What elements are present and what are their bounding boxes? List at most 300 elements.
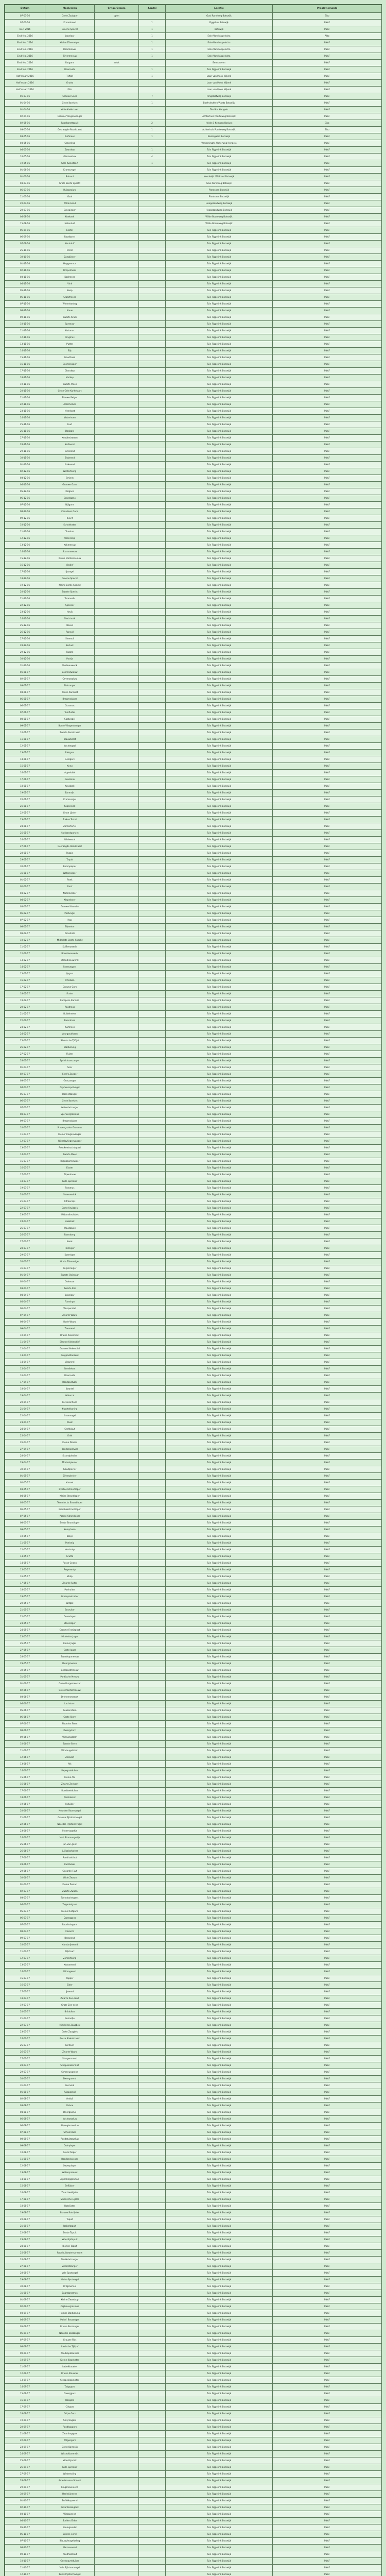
table-row <box>5 2203 382 2210</box>
cell-opponent: Zwarte Ooievaar <box>45 1272 95 1279</box>
cell-competition <box>95 1326 139 1332</box>
cell-section: 7 <box>139 93 166 100</box>
cell-location: Tuin Figgelink Botswijk <box>166 1044 273 1051</box>
cell-result: PNAF <box>273 1299 382 1306</box>
cell-competition <box>95 2183 139 2190</box>
cell-opponent: Ooievaar <box>45 1279 95 1285</box>
cell-section <box>139 803 166 810</box>
cell-result: PNAF <box>273 1265 382 1272</box>
cell-result: PNAF <box>273 1768 382 1774</box>
cell-competition <box>95 522 139 529</box>
cell-competition <box>95 1439 139 1446</box>
cell-opponent: Steppekiekendief <box>45 2062 95 2069</box>
cell-section: 1 <box>139 127 166 133</box>
cell-competition <box>95 2056 139 2062</box>
cell-opponent: Zwarte Mees <box>45 381 95 388</box>
cell-section <box>139 287 166 294</box>
cell-result: PNAF <box>273 2163 382 2170</box>
cell-date: Eind feb. 2016 <box>5 46 45 53</box>
cell-result: PNAF <box>273 1339 382 1346</box>
cell-date: 02-05-16 <box>5 120 45 127</box>
cell-competition <box>95 1084 139 1091</box>
cell-competition <box>95 80 139 87</box>
cell-section <box>139 2377 166 2384</box>
cell-date: 05-11-16 <box>5 287 45 294</box>
cell-opponent: Zeekoet <box>45 1754 95 1761</box>
table-row <box>5 863 382 870</box>
table-row <box>5 421 382 428</box>
cell-result: PNAF <box>273 1500 382 1506</box>
cell-opponent: Geoorde Fuut <box>45 1868 95 1875</box>
cell-location: Tuin Figgelink Botswijk <box>166 388 273 395</box>
cell-opponent: Kwartel <box>45 1386 95 1393</box>
cell-competition <box>95 2002 139 2009</box>
cell-result: PNAF <box>273 287 382 294</box>
cell-competition <box>95 529 139 535</box>
cell-competition <box>95 428 139 435</box>
cell-result: PNAF <box>273 1660 382 1667</box>
table-row <box>5 1654 382 1660</box>
cell-location: Tuin Figgelink Botswijk <box>166 609 273 616</box>
cell-section <box>139 475 166 482</box>
cell-competition <box>95 2357 139 2364</box>
cell-opponent: Grote Pieper <box>45 2149 95 2156</box>
cell-section: 2 <box>139 120 166 127</box>
cell-opponent: Dwergmeeuw <box>45 1660 95 1667</box>
cell-date: 07-03-16 <box>5 13 45 20</box>
cell-opponent: Raaf <box>45 884 95 890</box>
cell-competition <box>95 2444 139 2451</box>
cell-opponent: Topper <box>45 1975 95 1982</box>
cell-location: Tuin Figgelink Botswijk <box>166 314 273 321</box>
cell-opponent: Slangenarend <box>45 2056 95 2062</box>
cell-competition <box>95 1533 139 1540</box>
cell-location: Tuin Figgelink Botswijk <box>166 1667 273 1674</box>
cell-location: Tuin Figgelink Botswijk <box>166 2504 273 2511</box>
cell-date: 02-11-16 <box>5 267 45 274</box>
cell-section <box>139 1560 166 1567</box>
cell-opponent: Kleine Zilverreiger <box>45 40 95 46</box>
cell-date: 01-03-16 <box>5 93 45 100</box>
cell-opponent: Wintertaling <box>45 468 95 475</box>
cell-competition <box>95 2558 139 2565</box>
cell-section <box>139 850 166 857</box>
table-row <box>5 1513 382 1520</box>
cell-competition <box>95 1520 139 1527</box>
cell-result: PNAF <box>273 1694 382 1701</box>
cell-opponent: Witgat <box>45 1600 95 1607</box>
cell-date: 20-11-16 <box>5 388 45 395</box>
cell-location: Tuin Figgelink Botswijk <box>166 1895 273 1902</box>
cell-section <box>139 569 166 575</box>
cell-result: PNAF <box>273 2511 382 2518</box>
cell-date: 22-07-17 <box>5 2022 45 2029</box>
cell-opponent: Roodkeelduiker <box>45 1788 95 1794</box>
cell-section <box>139 1064 166 1071</box>
cell-opponent: Zwarte Ruiter <box>45 1580 95 1587</box>
cell-result: PNAF <box>273 2170 382 2176</box>
cell-section <box>139 60 166 66</box>
cell-result: PNAF <box>273 1366 382 1372</box>
cell-result: PNAF <box>273 964 382 971</box>
cell-location: Tuin Figgelink Botswijk <box>166 542 273 549</box>
cell-competition <box>95 1587 139 1594</box>
cell-date: 01-05-17 <box>5 1473 45 1480</box>
table-row <box>5 1192 382 1198</box>
cell-opponent: Lepelaar <box>45 1292 95 1299</box>
cell-location: Tuin Figgelink Botswijk <box>166 2029 273 2036</box>
cell-location: Tuin Figgelink Botswijk <box>166 2524 273 2531</box>
cell-result: PNAF <box>273 1486 382 1493</box>
cell-result: PNAF <box>273 2417 382 2424</box>
table-row <box>5 1105 382 1111</box>
cell-date: 29-06-17 <box>5 1868 45 1875</box>
cell-location: Tuin Figgelink Botswijk <box>166 930 273 937</box>
table-row <box>5 529 382 535</box>
cell-result: PNAF <box>273 1674 382 1681</box>
cell-opponent: Roodborsttapuit <box>45 120 95 127</box>
cell-result: PNAF <box>273 2290 382 2297</box>
cell-opponent: Steenuil <box>45 636 95 642</box>
cell-date: 28-08-17 <box>5 2270 45 2277</box>
cell-location: Tuin Figgelink Botswijk <box>166 2270 273 2277</box>
cell-opponent: Krombekstrandloper <box>45 1506 95 1513</box>
cell-opponent: Kolgans <box>45 488 95 495</box>
cell-date: 02-08-17 <box>5 2096 45 2103</box>
cell-date: 12-09-17 <box>5 2370 45 2377</box>
cell-location: Tuin Figgelink Botswijk <box>166 354 273 361</box>
table-row <box>5 2076 382 2082</box>
cell-section <box>139 1460 166 1466</box>
cell-date: 15-02-17 <box>5 971 45 977</box>
table-row <box>5 1573 382 1580</box>
cell-date: 16-03-17 <box>5 1165 45 1172</box>
cell-date: 27-05-17 <box>5 1647 45 1654</box>
cell-date: 05-08-17 <box>5 2116 45 2123</box>
cell-result: PNAF <box>273 730 382 736</box>
cell-competition <box>95 234 139 241</box>
cell-result: PNAF <box>273 2538 382 2545</box>
cell-date: 09-03-17 <box>5 1118 45 1125</box>
cell-location: Tuin Figgelink Botswijk <box>166 1192 273 1198</box>
cell-competition <box>95 1928 139 1935</box>
cell-location: Tuin Figgelink Botswijk <box>166 2123 273 2129</box>
table-row <box>5 1433 382 1439</box>
cell-location: Tuin Figgelink Botswijk <box>166 642 273 649</box>
cell-opponent: IJsvogel <box>45 569 95 575</box>
cell-location: Tuin Figgelink Botswijk <box>166 1955 273 1962</box>
cell-date: 19-03-17 <box>5 1185 45 1192</box>
cell-location: Tuin Figgelink Botswijk <box>166 890 273 897</box>
table-row <box>5 113 382 120</box>
cell-opponent: Bergeend <box>45 1935 95 1942</box>
table-row <box>5 401 382 408</box>
cell-competition <box>95 2498 139 2504</box>
cell-location: Tuin Figgelink Botswijk <box>166 1560 273 1567</box>
cell-section <box>139 1225 166 1232</box>
cell-result: PNAF <box>273 1480 382 1486</box>
cell-location: Tuin Figgelink Botswijk <box>166 2257 273 2263</box>
cell-opponent: Braamsluiper <box>45 1118 95 1125</box>
cell-competition <box>95 984 139 991</box>
cell-location: Tuin Figgelink Botswijk <box>166 1279 273 1285</box>
cell-section <box>139 2524 166 2531</box>
cell-opponent: Marmereend <box>45 2545 95 2551</box>
cell-section: 1 <box>139 133 166 140</box>
table-row <box>5 1821 382 1828</box>
table-row <box>5 977 382 984</box>
cell-location: Tuin Figgelink Botswijk <box>166 2370 273 2377</box>
cell-location: Tuin Figgelink Botswijk <box>166 1801 273 1808</box>
cell-competition <box>95 361 139 368</box>
cell-competition <box>95 676 139 683</box>
cell-competition <box>95 596 139 602</box>
cell-competition <box>95 1352 139 1359</box>
cell-location: Tuin Figgelink Botswijk <box>166 234 273 241</box>
cell-result: PNAF <box>273 2029 382 2036</box>
cell-opponent: Regenwulp <box>45 1567 95 1573</box>
table-row <box>5 944 382 951</box>
cell-location: Tuin Figgelink Botswijk <box>166 636 273 642</box>
cell-section <box>139 997 166 1004</box>
cell-competition <box>95 1366 139 1372</box>
cell-result: PNAF <box>273 1225 382 1232</box>
cell-date: 12-12-16 <box>5 535 45 542</box>
cell-date: 16-12-16 <box>5 562 45 569</box>
cell-date: 16-04-17 <box>5 1372 45 1379</box>
cell-result: PNAF <box>273 1051 382 1058</box>
cell-competition <box>95 1969 139 1975</box>
cell-opponent: Zilvermeeuw <box>45 53 95 60</box>
cell-competition <box>95 1781 139 1788</box>
cell-date: 25-10-16 <box>5 247 45 254</box>
cell-section <box>139 582 166 589</box>
cell-opponent: Havik <box>45 609 95 616</box>
cell-result: PNAF <box>273 221 382 227</box>
cell-opponent: Citroensijs <box>45 1198 95 1205</box>
cell-date: 11-08-17 <box>5 2156 45 2163</box>
cell-section <box>139 1533 166 1540</box>
cell-opponent: Tapuit <box>45 857 95 863</box>
cell-section <box>139 2498 166 2504</box>
cell-result: PNAF <box>273 207 382 214</box>
cell-date: 30-09-17 <box>5 2491 45 2498</box>
cell-result: PNAF <box>273 850 382 857</box>
cell-opponent: Geelsnavelduiker <box>45 2558 95 2565</box>
cell-date: 01-04-16 <box>5 107 45 113</box>
cell-opponent: Klapekster <box>45 897 95 904</box>
cell-competition <box>95 796 139 803</box>
table-row <box>5 1312 382 1319</box>
cell-date: 02-09-17 <box>5 2303 45 2310</box>
cell-location: Tuin Figgelink Botswijk <box>166 1480 273 1486</box>
cell-section <box>139 2103 166 2109</box>
cell-section <box>139 2243 166 2250</box>
cell-location: Tuin Figgelink Botswijk <box>166 415 273 421</box>
cell-section <box>139 1011 166 1018</box>
cell-date: 31-12-16 <box>5 663 45 669</box>
cell-date: 27-02-17 <box>5 1051 45 1058</box>
cell-result: Eiko <box>273 13 382 20</box>
cell-opponent: Woudaapje <box>45 1225 95 1232</box>
cell-opponent: Kuifmees <box>45 1024 95 1031</box>
cell-opponent: Gierzwaluw <box>45 154 95 160</box>
cell-opponent: Kleine Mantelmeeuw <box>45 555 95 562</box>
cell-date: 24-05-17 <box>5 1627 45 1634</box>
cell-date: 26-07-17 <box>5 2049 45 2056</box>
cell-opponent: Scharrelaar <box>45 2129 95 2136</box>
cell-competition <box>95 308 139 314</box>
cell-date: 08-05-17 <box>5 1520 45 1527</box>
cell-date: Half maart 2016 <box>5 87 45 93</box>
cell-section <box>139 575 166 582</box>
cell-section <box>139 1647 166 1654</box>
cell-date: 20-03-17 <box>5 1192 45 1198</box>
cell-date: 10-04-17 <box>5 1332 45 1339</box>
table-row <box>5 2391 382 2397</box>
cell-section <box>139 328 166 334</box>
table-row <box>5 609 382 616</box>
cell-opponent: Grote Mantelmeeuw <box>45 1687 95 1694</box>
cell-section <box>139 2183 166 2190</box>
cell-location: Tuin Figgelink Botswijk <box>166 509 273 515</box>
cell-opponent: Tjiftjaf <box>45 73 95 80</box>
cell-section <box>139 2478 166 2484</box>
cell-opponent: Beflijster <box>45 2183 95 2190</box>
cell-result: PNAF <box>273 2042 382 2049</box>
cell-location: Tuin Figgelink Botswijk <box>166 1587 273 1594</box>
cell-competition <box>95 2069 139 2076</box>
cell-competition <box>95 2116 139 2123</box>
table-row <box>5 194 382 200</box>
table-row <box>5 2364 382 2370</box>
cell-section <box>139 2009 166 2015</box>
cell-competition <box>95 2411 139 2417</box>
cell-opponent: Spreeuw <box>45 321 95 328</box>
cell-section <box>139 2317 166 2324</box>
cell-section <box>139 348 166 354</box>
cell-location: Tuin Figgelink Botswijk <box>166 1225 273 1232</box>
cell-date: 09-08-17 <box>5 2143 45 2149</box>
cell-competition <box>95 1172 139 1178</box>
cell-opponent: Morinelplevier <box>45 1460 95 1466</box>
cell-location: Tuin Figgelink Botswijk <box>166 395 273 401</box>
cell-result: PNAF <box>273 2109 382 2116</box>
cell-competition <box>95 1701 139 1707</box>
cell-date: 11-09-17 <box>5 2364 45 2370</box>
cell-section <box>139 1279 166 1285</box>
cell-competition <box>95 1567 139 1573</box>
cell-competition <box>95 776 139 783</box>
table-row <box>5 1239 382 1245</box>
cell-competition <box>95 1386 139 1393</box>
table-row <box>5 1553 382 1560</box>
cell-date: 05-07-16 <box>5 187 45 194</box>
cell-date: 25-06-17 <box>5 1841 45 1848</box>
cell-opponent: Jan-van-gent <box>45 1841 95 1848</box>
cell-location: Tuin Figgelink Botswijk <box>166 408 273 415</box>
cell-opponent: Noordse Stormvogel <box>45 1808 95 1815</box>
cell-opponent: Roodkopgors <box>45 2424 95 2431</box>
cell-competition <box>95 2464 139 2471</box>
cell-section: 1 <box>139 46 166 53</box>
cell-location: Tuin Figgelink Botswijk <box>166 1399 273 1406</box>
table-row <box>5 2471 382 2478</box>
cell-section <box>139 1205 166 1212</box>
cell-opponent: Groenling <box>45 140 95 147</box>
cell-section <box>139 2196 166 2203</box>
cell-result: PNAF <box>273 2330 382 2337</box>
cell-opponent: Blauwe Kiekendief <box>45 1339 95 1346</box>
table-row <box>5 904 382 910</box>
cell-date: 01-11-16 <box>5 261 45 267</box>
cell-date: 11-10-17 <box>5 2565 45 2571</box>
cell-location: Tuin Figgelink Botswijk <box>166 1734 273 1741</box>
cell-date: 10-03-17 <box>5 1125 45 1131</box>
cell-opponent: Kleine Karekiet <box>45 689 95 696</box>
cell-result: PNAF <box>273 408 382 415</box>
cell-competition <box>95 555 139 562</box>
cell-section <box>139 381 166 388</box>
cell-competition <box>95 241 139 247</box>
cell-date: 15-12-16 <box>5 555 45 562</box>
cell-opponent: Kuifeend <box>45 442 95 448</box>
cell-location: Tuin Figgelink Botswijk <box>166 910 273 917</box>
table-row <box>5 1707 382 1714</box>
cell-opponent: Strandplevier <box>45 1453 95 1460</box>
cell-opponent: Kleine Bonte Specht <box>45 582 95 589</box>
table-row <box>5 1018 382 1024</box>
cell-date: 29-11-16 <box>5 448 45 455</box>
cell-date: 29-03-17 <box>5 1252 45 1259</box>
table-row <box>5 796 382 803</box>
cell-opponent: Noordse Stern <box>45 1721 95 1727</box>
cell-result: PNAF <box>273 529 382 535</box>
cell-competition <box>95 1727 139 1734</box>
cell-result: PNAF <box>273 174 382 180</box>
cell-date: 18-11-16 <box>5 375 45 381</box>
table-row <box>5 1098 382 1105</box>
table-row <box>5 140 382 147</box>
cell-section <box>139 656 166 663</box>
cell-location: Tuin Figgelink Botswijk <box>166 2545 273 2551</box>
cell-result: PNAF <box>273 314 382 321</box>
table-row <box>5 2283 382 2290</box>
cell-competition <box>95 448 139 455</box>
cell-opponent: Graspieper <box>45 207 95 214</box>
cell-competition <box>95 1882 139 1888</box>
table-row <box>5 1185 382 1192</box>
cell-result: PNAF <box>273 2049 382 2056</box>
table-row <box>5 2524 382 2531</box>
cell-location: Tuin Figgelink Botswijk <box>166 1908 273 1915</box>
cell-section <box>139 2042 166 2049</box>
cell-opponent: Grasmus <box>45 703 95 709</box>
cell-date: 05-01-17 <box>5 696 45 703</box>
table-row <box>5 515 382 522</box>
table-row <box>5 1815 382 1821</box>
cell-location: Tuin Figgelink Botswijk <box>166 2511 273 2518</box>
cell-competition <box>95 542 139 549</box>
cell-section <box>139 2491 166 2498</box>
cell-date: 13-08-17 <box>5 2170 45 2176</box>
cell-competition <box>95 33 139 40</box>
cell-section <box>139 174 166 180</box>
cell-location: Plantsoen Botswijk <box>166 187 273 194</box>
cell-opponent: Ringmus <box>45 334 95 341</box>
cell-date: 05-09-17 <box>5 2324 45 2330</box>
cell-competition <box>95 120 139 127</box>
